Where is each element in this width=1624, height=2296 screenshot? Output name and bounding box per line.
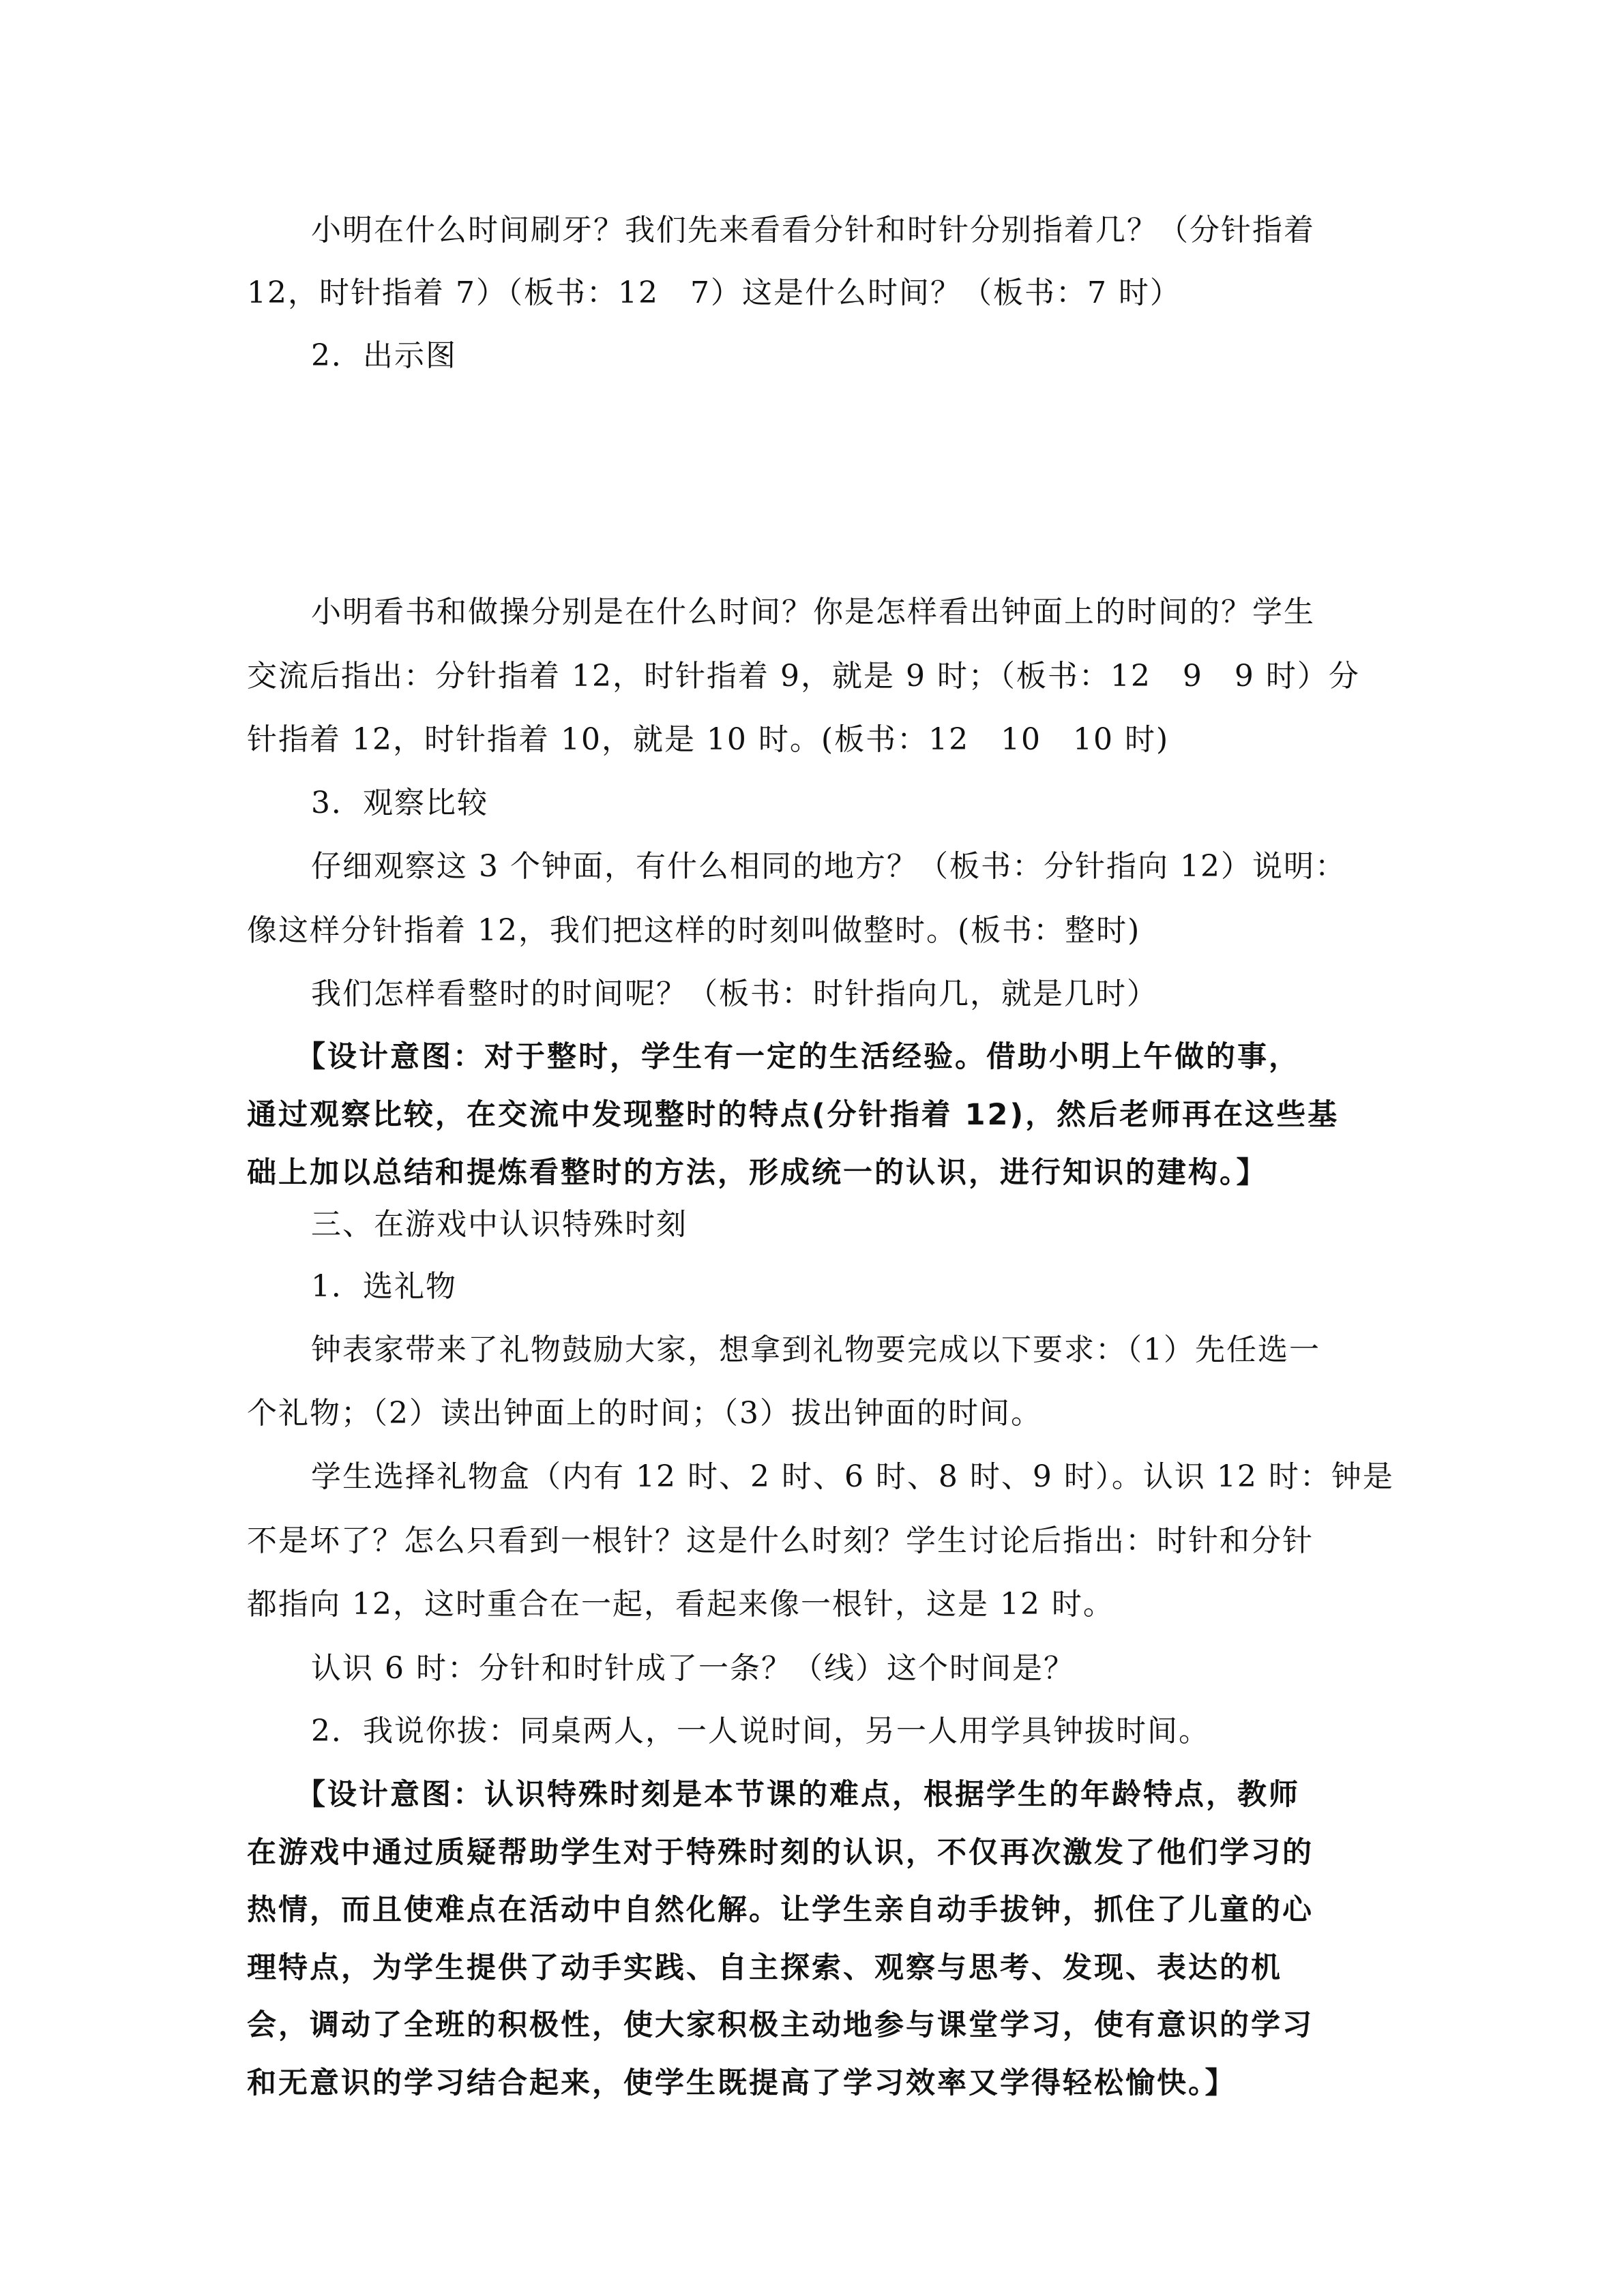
design-intent-line: 和无意识的学习结合起来，使学生既提高了学习效率又学得轻松愉快。】 [247, 2066, 1237, 2100]
paragraph-line: 钟表家带来了礼物鼓励大家，想拿到礼物要完成以下要求：（1）先任选一 [311, 1332, 1320, 1367]
list-item-heading: 1．选礼物 [311, 1269, 457, 1304]
list-item-heading: 2．我说你拔：同桌两人，一人说时间，另一人用学具钟拔时间。 [311, 1714, 1210, 1748]
paragraph-line: 个礼物；（2）读出钟面上的时间；（3）拔出钟面的时间。 [247, 1396, 1042, 1431]
design-intent-line: 热情，而且使难点在活动中自然化解。让学生亲自动手拔钟，抓住了儿童的心 [247, 1893, 1314, 1927]
paragraph-line: 仔细观察这 3 个钟面，有什么相同的地方？（板书：分针指向 12）说明： [311, 849, 1346, 884]
paragraph-line: 学生选择礼物盒（内有 12 时、2 时、6 时、8 时、9 时）。认识 12 时：钟是 [311, 1459, 1394, 1494]
paragraph-line: 像这样分针指着 12，我们把这样的时刻叫做整时。(板书：整时) [247, 913, 1141, 948]
section-heading: 三、在游戏中认识特殊时刻 [311, 1207, 688, 1242]
design-intent-line: 【设计意图：认识特殊时刻是本节课的难点，根据学生的年龄特点，教师 [296, 1778, 1300, 1812]
paragraph-line: 12，时针指着 7）（板书：12 7）这是什么时间？（板书：7 时） [247, 275, 1181, 310]
paragraph-line: 认识 6 时：分针和时针成了一条？（线）这个时间是？ [311, 1651, 1075, 1686]
design-intent-line: 理特点，为学生提供了动手实践、自主探索、观察与思考、发现、表达的机 [247, 1951, 1282, 1985]
design-intent-line: 础上加以总结和提炼看整时的方法，形成统一的认识，进行知识的建构。】 [247, 1156, 1268, 1190]
list-item-heading: 3．观察比较 [311, 786, 488, 820]
design-intent-line: 通过观察比较，在交流中发现整时的特点(分针指着 12)，然后老师再在这些基 [247, 1098, 1340, 1132]
design-intent-line: 会，调动了全班的积极性，使大家积极主动地参与课堂学习，使有意识的学习 [247, 2008, 1314, 2042]
paragraph-line: 都指向 12，这时重合在一起，看起来像一根针，这是 12 时。 [247, 1587, 1114, 1622]
paragraph-line: 我们怎样看整时的时间呢？（板书：时针指向几，就是几时） [311, 976, 1158, 1011]
paragraph-line: 小明在什么时间刷牙？我们先来看看分针和时针分别指着几？（分针指着 [311, 213, 1315, 248]
design-intent-line: 在游戏中通过质疑帮助学生对于特殊时刻的认识，不仅再次激发了他们学习的 [247, 1836, 1314, 1870]
design-intent-line: 【设计意图：对于整时，学生有一定的生活经验。借助小明上午做的事， [296, 1040, 1300, 1074]
paragraph-line: 交流后指出：分针指着 12，时针指着 9，就是 9 时；（板书：12 9 9 时）分 [247, 659, 1360, 694]
paragraph-line: 不是坏了？怎么只看到一根针？这是什么时刻？学生讨论后指出：时针和分针 [247, 1523, 1314, 1558]
paragraph-line: 针指着 12，时针指着 10，就是 10 时。(板书：12 10 10 时) [247, 722, 1170, 757]
list-item-heading: 2．出示图 [311, 338, 457, 373]
paragraph-line: 小明看书和做操分别是在什么时间？你是怎样看出钟面上的时间的？学生 [311, 595, 1315, 629]
document-page [247, 0, 1394, 2296]
